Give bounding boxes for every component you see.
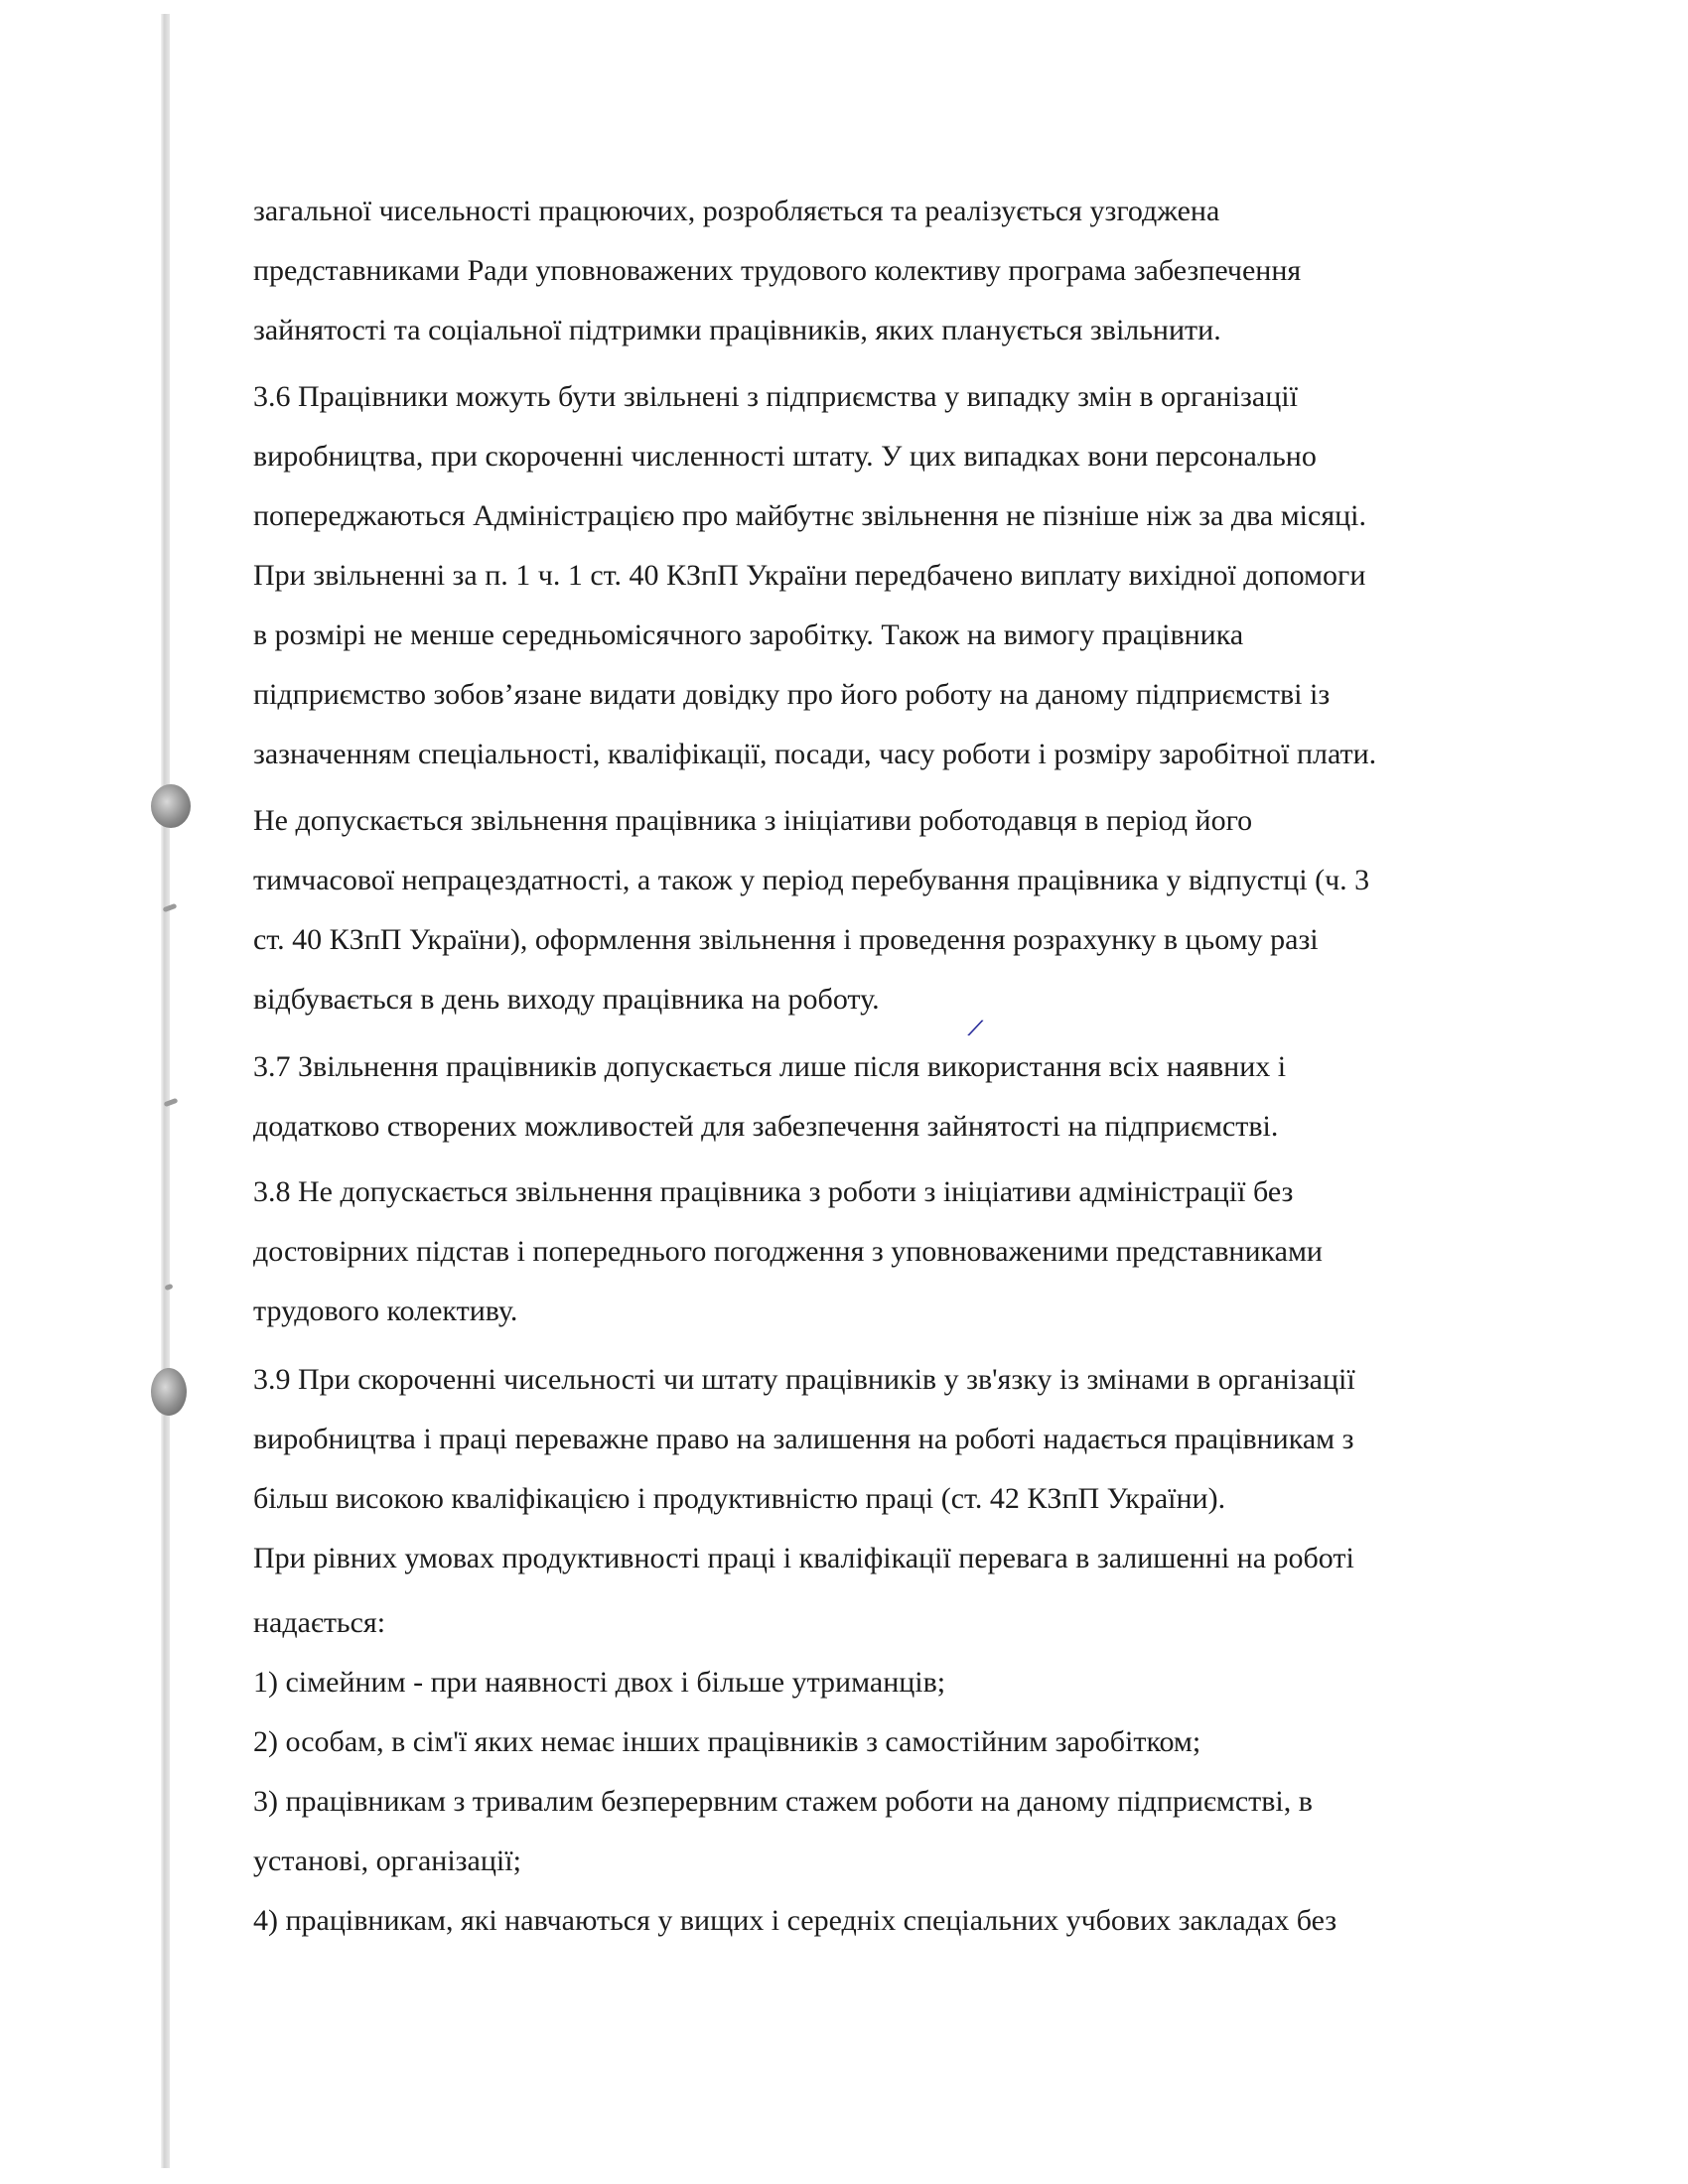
text-line: Не допускається звільнення працівника з ініціативи роботодавця в період його (253, 804, 1253, 837)
text-line: 3) працівникам з тривалим безперервним стажем роботи на даному підприємстві, в (253, 1785, 1313, 1818)
text-line: відбувається в день виходу працівника на роботу. (253, 983, 880, 1016)
text-line: 4) працівникам, які навчаються у вищих і середніх спеціальних учбових закладах без (253, 1904, 1337, 1937)
binding-edge (161, 14, 170, 2168)
text-line: попереджаються Адміністрацією про майбутнє звільнення не пізніше ніж за два місяці. (253, 499, 1367, 532)
text-line: 1) сімейним - при наявності двох і більше утриманців; (253, 1666, 946, 1699)
text-line: додатково створених можливостей для забезпечення зайнятості на підприємстві. (253, 1110, 1279, 1143)
text-line: достовірних підстав і попереднього погодження з уповноваженими представниками (253, 1235, 1323, 1268)
text-line: ст. 40 КЗпП України), оформлення звільнення і проведення розрахунку в цьому разі (253, 923, 1319, 956)
text-line: При рівних умовах продуктивності праці і кваліфікації перевага в залишенні на роботі (253, 1542, 1354, 1574)
text-line: 3.7 Звільнення працівників допускається лише після використання всіх наявних і (253, 1050, 1287, 1083)
text-line: більш високою кваліфікацією і продуктивністю праці (ст. 42 КЗпП України). (253, 1482, 1226, 1515)
text-line: надається: (253, 1606, 386, 1639)
text-line: зайнятості та соціальної підтримки працівників, яких планується звільнити. (253, 314, 1221, 346)
text-line: 2) особам, в сім'ї яких немає інших працівників з самостійним заробітком; (253, 1725, 1201, 1758)
binding-mark (164, 1284, 173, 1291)
text-line: тимчасової непрацездатності, а також у період перебування працівника у відпустці (ч. 3 (253, 864, 1370, 896)
text-line: підприємство зобов’язане видати довідку про його роботу на даному підприємстві із (253, 678, 1331, 711)
text-line: загальної чисельності працюючих, розробляється та реалізується узгоджена (253, 195, 1220, 227)
handwritten-pen-mark: ⁄ (970, 1015, 981, 1043)
text-line: в розмірі не менше середньомісячного заробітку. Також на вимогу працівника (253, 618, 1244, 651)
text-line: При звільненні за п. 1 ч. 1 ст. 40 КЗпП України передбачено виплату вихідної допомоги (253, 559, 1366, 592)
text-line: трудового колективу. (253, 1295, 518, 1327)
punch-hole (151, 1368, 187, 1416)
text-line: представниками Ради уповноважених трудового колективу програма забезпечення (253, 254, 1302, 287)
text-line: 3.8 Не допускається звільнення працівника з роботи з ініціативи адміністрації без (253, 1175, 1294, 1208)
text-line: 3.9 При скороченні чисельності чи штату працівників у зв'язку із змінами в організації (253, 1363, 1355, 1396)
text-line: виробництва, при скороченні численності штату. У цих випадках вони персонально (253, 440, 1317, 473)
text-line: зазначенням спеціальності, кваліфікації, посади, часу роботи і розміру заробітної плати. (253, 738, 1377, 770)
text-line: виробництва і праці переважне право на залишення на роботі надається працівникам з (253, 1423, 1354, 1455)
text-line: установі, організації; (253, 1844, 521, 1877)
text-line: 3.6 Працівники можуть бути звільнені з підприємства у випадку змін в організації (253, 380, 1298, 413)
punch-hole (151, 784, 191, 828)
